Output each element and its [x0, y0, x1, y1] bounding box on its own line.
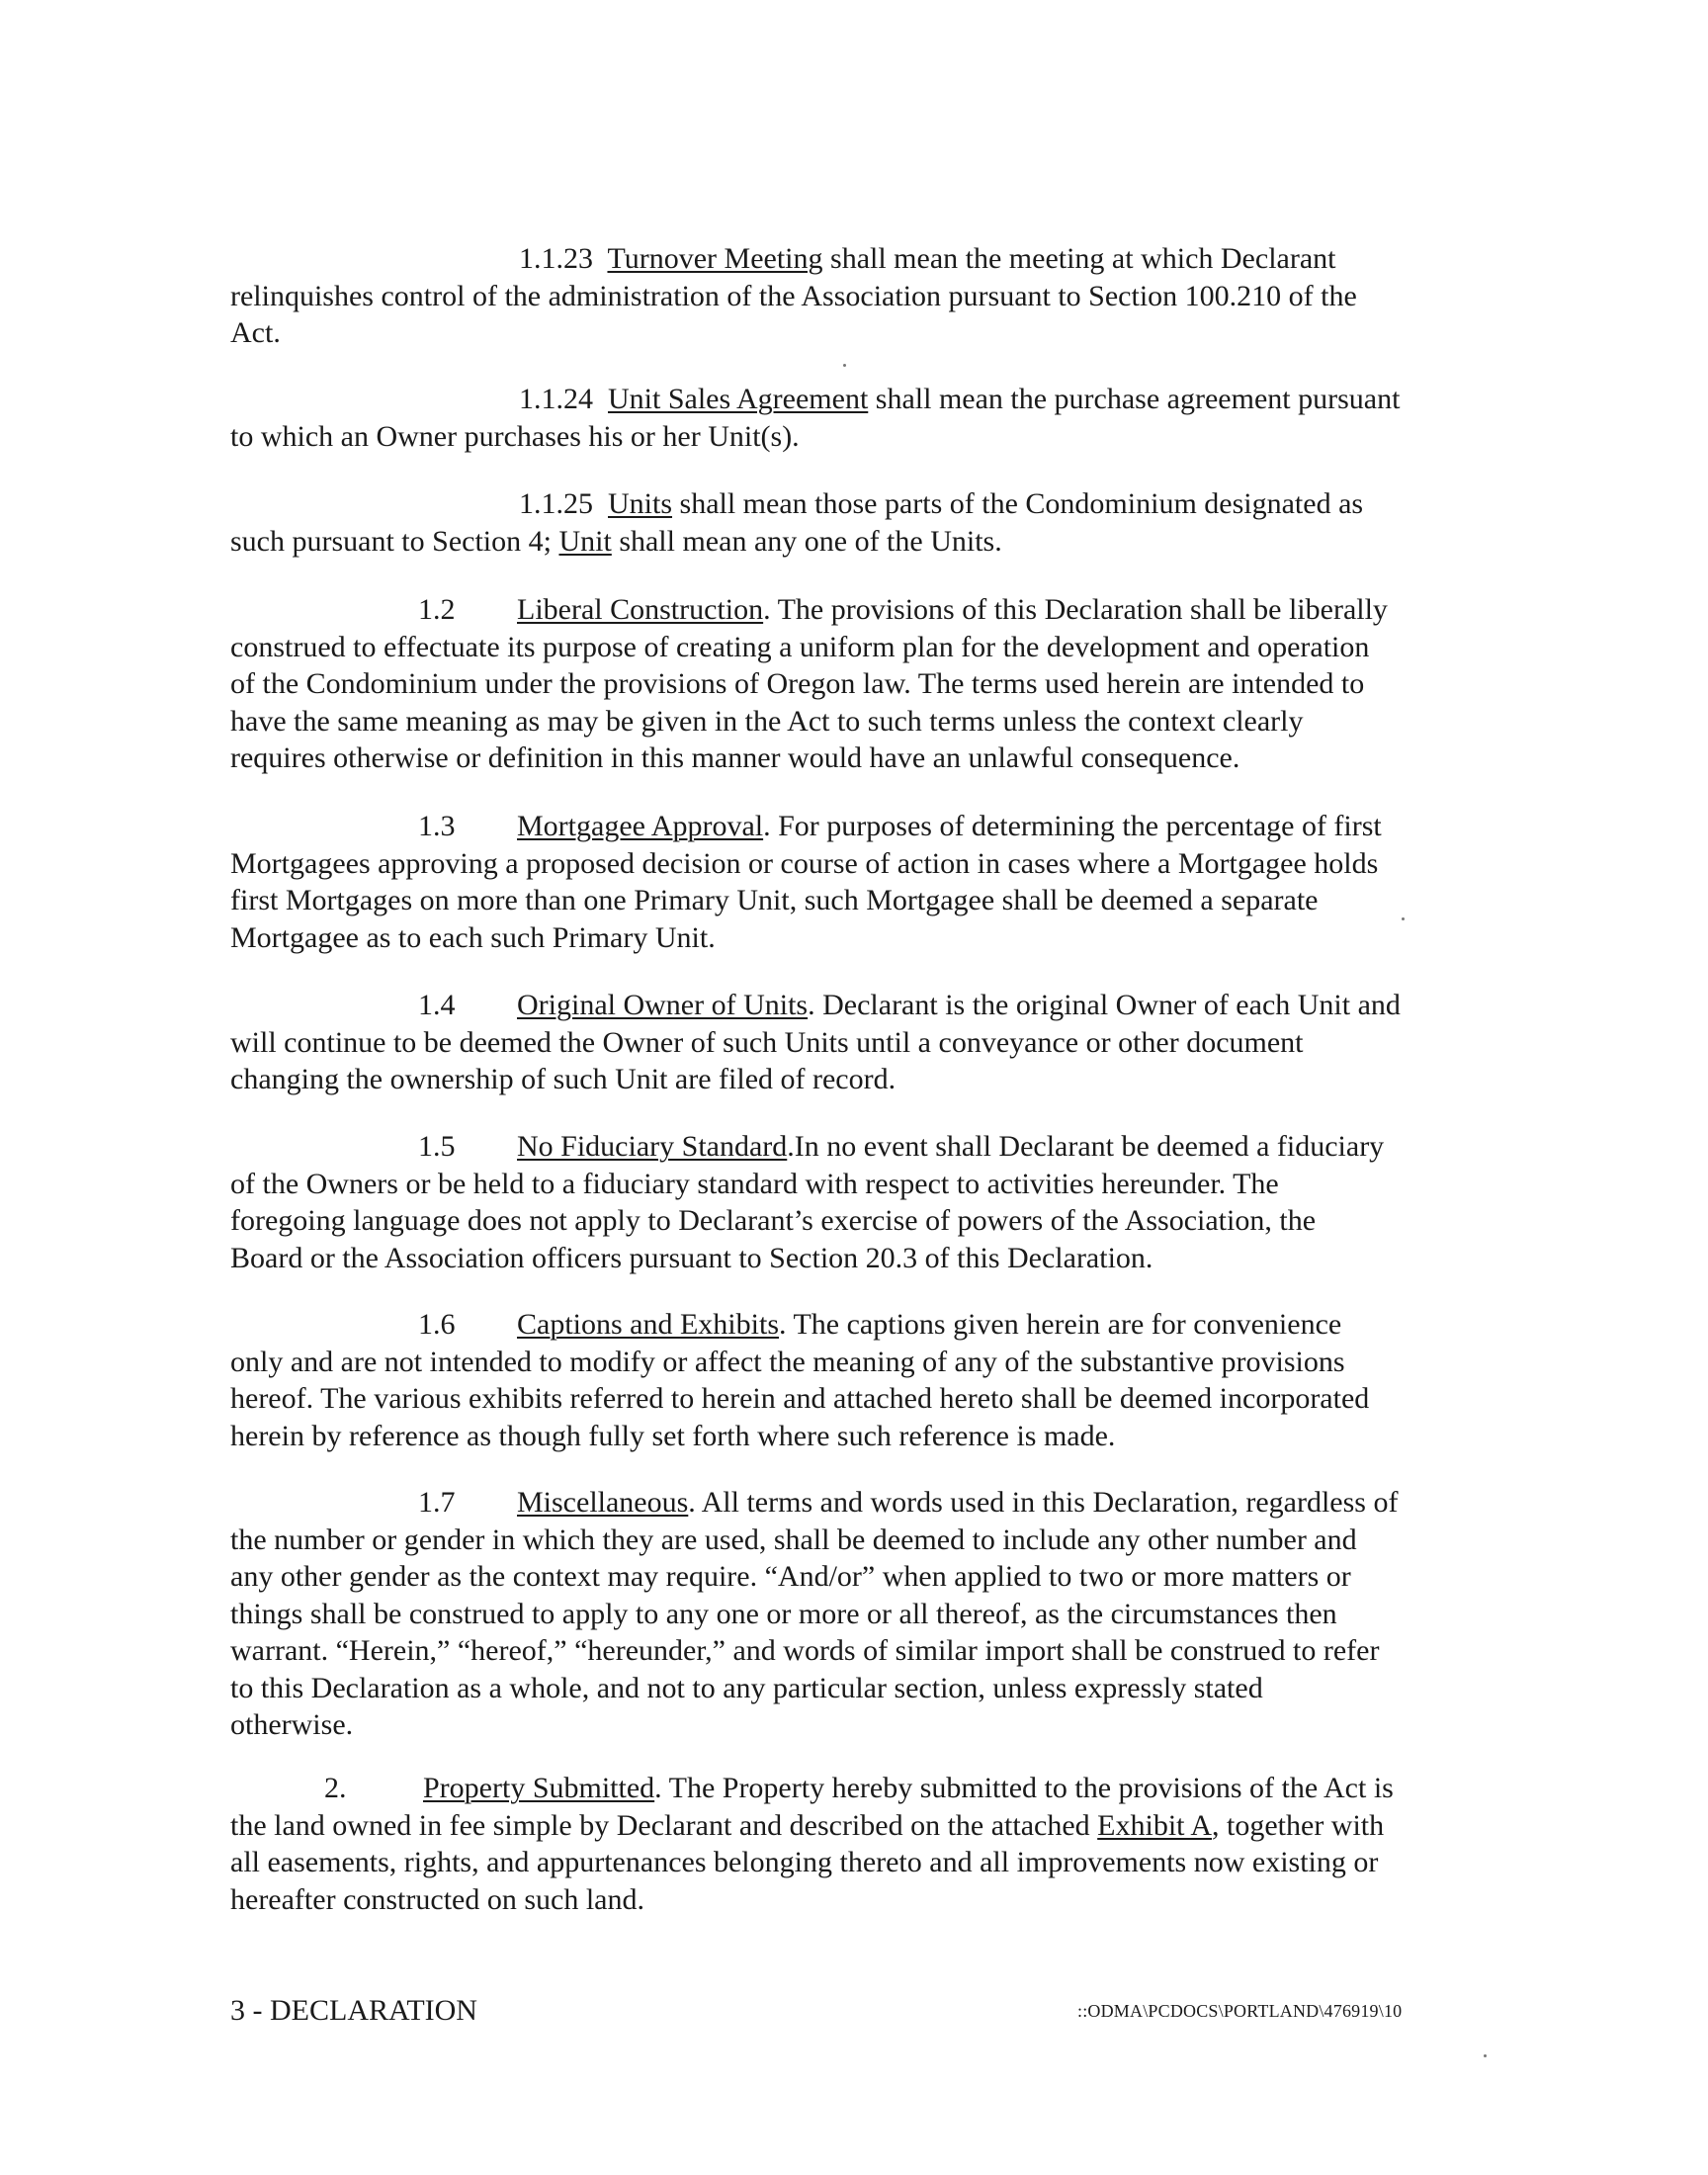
section-number: 1.5 — [418, 1130, 456, 1163]
paragraph-1-1-25: 1.1.25 Units shall mean those parts of the Condominium designated as such pursuant to Section 4; Unit shall mean any one of the Units. — [230, 487, 1364, 558]
paragraph-1-7: 1.7 Miscellaneous. All terms and words used in this Declaration, regardless of the number or gender in which they are used, shall be deemed to include any other number and any other gender as the context may require. “And/or” when applied to two or more matters or things shall be construed to apply to any one or more or all thereof, as the circumstances then warrant. “Herein,” “hereof,” “hereunder,” and words of similar import shall be construed to refer to this Declaration as a whole, and not to any particular section, unless expressly stated otherwise. — [230, 1486, 1399, 1741]
scan-speck — [843, 364, 846, 367]
section-heading: No Fiduciary Standard — [517, 1130, 788, 1163]
section-number: 1.1.24 — [519, 383, 593, 415]
section-number: 1.4 — [418, 989, 456, 1021]
section-number: 1.1.23 — [519, 242, 593, 275]
paragraph-1-6: 1.6 Captions and Exhibits. The captions given herein are for convenience only and are not intended to modify or affect the meaning of any of the substantive provisions hereof. The various exhibits referred to herein and attached hereto shall be deemed incorporated herein by reference as though fully set forth where such reference is made. — [230, 1308, 1370, 1452]
defined-term: Unit — [558, 524, 612, 558]
section-heading: Liberal Construction — [517, 593, 764, 626]
section-heading: Original Owner of Units — [517, 989, 809, 1021]
section-heading: Property Submitted — [423, 1772, 655, 1804]
paragraph-1-1-24: 1.1.24 Unit Sales Agreement shall mean the purchase agreement pursuant to which an Owner purchases his or her Unit(s). — [230, 383, 1401, 453]
paragraph-1-5: 1.5 No Fiduciary Standard.In no event shall Declarant be deemed a fiduciary of the Owners or be held to a fiduciary standard with respect to activities hereunder. The foregoing language does not apply to Declarant’s exercise of powers of the Association, the Board or the Association officers pursuant to Section 20.3 of this Declaration. — [230, 1130, 1385, 1274]
scan-speck — [1402, 917, 1405, 920]
paragraph-1-2: 1.2 Liberal Construction. The provisions of this Declaration shall be liberally construed to effectuate its purpose of creating a uniform plan for the development and operation of the Condominium under the provisions of Oregon law. The terms used herein are intended to have the same meaning as may be given in the Act to such terms unless the context clearly requires otherwise or definition in this manner would have an unlawful consequence. — [230, 593, 1388, 774]
paragraph-2: 2. Property Submitted. The Property hereby submitted to the provisions of the Act is the land owned in fee simple by Declarant and described on the attached Exhibit A, together with all easements, rights, and appurtenances belonging thereto and all improvements now existing or hereafter constructed on such land. — [230, 1772, 1394, 1916]
section-number: 2. — [324, 1772, 347, 1804]
scan-speck — [1484, 2054, 1487, 2057]
defined-term: Unit Sales Agreement — [608, 383, 869, 415]
defined-term: Turnover Meeting — [607, 242, 823, 275]
section-number: 1.1.25 — [519, 487, 593, 520]
section-number: 1.2 — [418, 593, 456, 626]
paragraph-1-3: 1.3 Mortgagee Approval. For purposes of determining the percentage of first Mortgagees approving a proposed decision or course of action in cases where a Mortgagee holds first Mortgages on more than one Primary Unit, such Mortgagee shall be deemed a separate Mortgagee as to each such Primary Unit. — [230, 810, 1382, 954]
document-path: ::ODMA\PCDOCS\PORTLAND\476919\10 — [1077, 2001, 1403, 2021]
section-number: 1.3 — [418, 810, 456, 842]
defined-term: Units — [608, 487, 673, 520]
section-number: 1.6 — [418, 1308, 456, 1341]
section-heading: Mortgagee Approval — [517, 810, 764, 842]
section-heading: Miscellaneous — [517, 1486, 689, 1519]
section-number: 1.7 — [418, 1486, 456, 1519]
paragraph-1-1-23: 1.1.23 Turnover Meeting shall mean the meeting at which Declarant relinquishes control of the administration of the Association pursuant to Section 100.210 of the Act. — [230, 242, 1357, 349]
section-heading: Captions and Exhibits — [517, 1308, 779, 1341]
paragraph-1-4: 1.4 Original Owner of Units. Declarant is the original Owner of each Unit and will continue to be deemed the Owner of such Units until a conveyance or other document changing the ownership of such Unit are filed of record. — [230, 989, 1401, 1095]
exhibit-reference: Exhibit A — [1097, 1808, 1213, 1842]
page-footer-label: 3 - DECLARATION — [230, 1994, 477, 2027]
